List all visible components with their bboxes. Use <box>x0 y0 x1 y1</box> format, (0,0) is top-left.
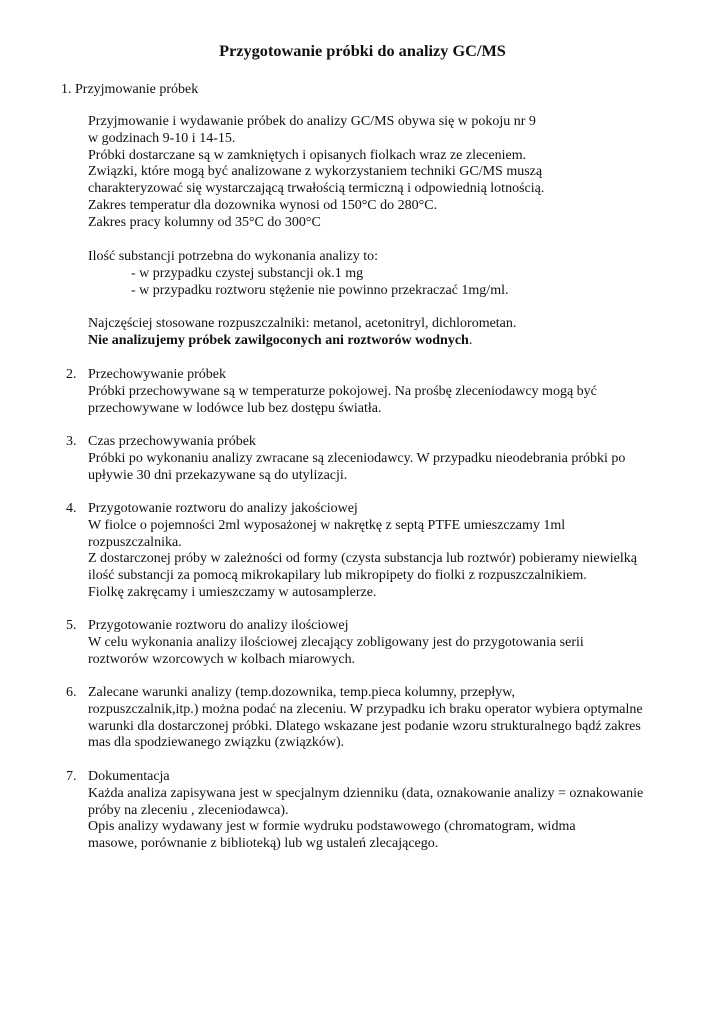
item-4 <box>88 501 708 602</box>
warning-period: . <box>468 332 473 348</box>
item-3 <box>88 434 708 484</box>
text-line: upływie 30 dni przekazywane są do utylizacji. <box>88 467 348 483</box>
item-2 <box>88 367 708 417</box>
text-line: ilość substancji za pomocą mikrokapilary lub mikropipety do fiolki z rozpuszczalnikiem. <box>88 568 587 584</box>
text-line: Próbki dostarczane są w zamkniętych i opisanych fiolkach wraz ze zleceniem. <box>88 147 527 163</box>
section-1-heading: 1. Przyjmowanie próbek <box>61 82 199 97</box>
item-6 <box>88 685 708 752</box>
text-line: charakteryzować się wystarczającą trwałością termiczną i odpowiednią lotnością. <box>88 181 545 197</box>
text-line: Przyjmowanie i wydawanie próbek do analizy GC/MS obywa się w pokoju nr 9 <box>88 114 536 129</box>
text-line: rozpuszczalnik,itp.) można podać na zleceniu. W przypadku ich braku operator wybiera optymalne <box>88 701 643 717</box>
item-7-number: 7. <box>66 769 77 784</box>
text-line: W fiolce o pojemności 2ml wyposażonej w nakrętkę z septą PTFE umieszczamy 1ml <box>88 517 566 533</box>
text-line: Fiolkę zakręcamy i umieszczamy w autosamplerze. <box>88 584 377 600</box>
page-title: Przygotowanie próbki do analizy GC/MS <box>219 41 506 60</box>
item-5-heading: Przygotowanie roztworu do analizy ilościowej <box>88 618 349 633</box>
text-line: Związki, które mogą być analizowane z wykorzystaniem techniki GC/MS muszą <box>88 164 543 180</box>
text-line: Z dostarczonej próby w zależności od formy (czysta substancja lub roztwór) pobieramy niewielką <box>88 551 637 567</box>
section-1-paragraph-3 <box>88 316 708 350</box>
text-line: Zakres temperatur dla dozownika wynosi od 150°C do 280°C. <box>88 197 438 213</box>
text-line: W celu wykonania analizy ilościowej zlecający zobligowany jest do przygotowania serii <box>88 634 584 650</box>
text-line: Opis analizy wydawany jest w formie wydruku podstawowego (chromatogram, widma <box>88 819 576 835</box>
list-item: - w przypadku czystej substancji ok.1 mg <box>131 265 364 281</box>
text-line: rozpuszczalnika. <box>88 534 182 550</box>
item-6-heading: Zalecane warunki analizy (temp.dozownika, temp.pieca kolumny, przepływ, <box>88 685 515 700</box>
list-item: - w przypadku roztworu stężenie nie powinno przekraczać 1mg/ml. <box>131 282 509 298</box>
text-line: Zakres pracy kolumny od 35°C do 300°C <box>88 214 321 230</box>
item-2-heading: Przechowywanie próbek <box>88 367 227 382</box>
item-5-number: 5. <box>66 618 77 633</box>
item-3-number: 3. <box>66 434 77 449</box>
warning-line <box>88 333 708 350</box>
item-4-heading: Przygotowanie roztworu do analizy jakościowej <box>88 501 358 516</box>
item-5 <box>88 618 708 668</box>
text-line: Próbki po wykonaniu analizy zwracane są zleceniodawcy. W przypadku nieodebrania próbki po <box>88 450 626 466</box>
text-line: przechowywane w lodówce lub bez dostępu światła. <box>88 400 382 416</box>
text-line: w godzinach 9-10 i 14-15. <box>88 130 236 146</box>
item-6-number: 6. <box>66 685 77 700</box>
section-1-paragraph-2 <box>88 249 708 299</box>
item-7-heading: Dokumentacja <box>88 769 170 784</box>
text-line: Ilość substancji potrzebna do wykonania analizy to: <box>88 249 379 264</box>
text-line: Próbki przechowywane są w temperaturze pokojowej. Na prośbę zleceniodawcy mogą być <box>88 383 597 399</box>
text-line: warunki dla dostarczonej próbki. Dlatego wskazane jest podanie wzoru strukturalnego bądź zakres <box>88 718 641 734</box>
item-3-heading: Czas przechowywania próbek <box>88 434 256 449</box>
item-7 <box>88 769 708 853</box>
text-line: roztworów wzorcowych w kolbach miarowych. <box>88 651 356 667</box>
section-1-paragraph-1 <box>88 114 708 232</box>
warning-text: Nie analizujemy próbek zawilgoconych ani roztworów wodnych <box>88 332 469 348</box>
text-line: Najczęściej stosowane rozpuszczalniki: metanol, acetonitryl, dichlorometan. <box>88 316 517 331</box>
text-line: mas dla spodziewanego związku (związków). <box>88 735 345 751</box>
text-line: masowe, porównanie z biblioteką) lub wg ustaleń zlecającego. <box>88 836 439 852</box>
text-line: Każda analiza zapisywana jest w specjalnym dzienniku (data, oznakowanie analizy = oznakowanie <box>88 785 644 801</box>
text-line: próby na zleceniu , zleceniodawca). <box>88 802 289 818</box>
item-2-number: 2. <box>66 367 77 382</box>
item-4-number: 4. <box>66 501 77 516</box>
